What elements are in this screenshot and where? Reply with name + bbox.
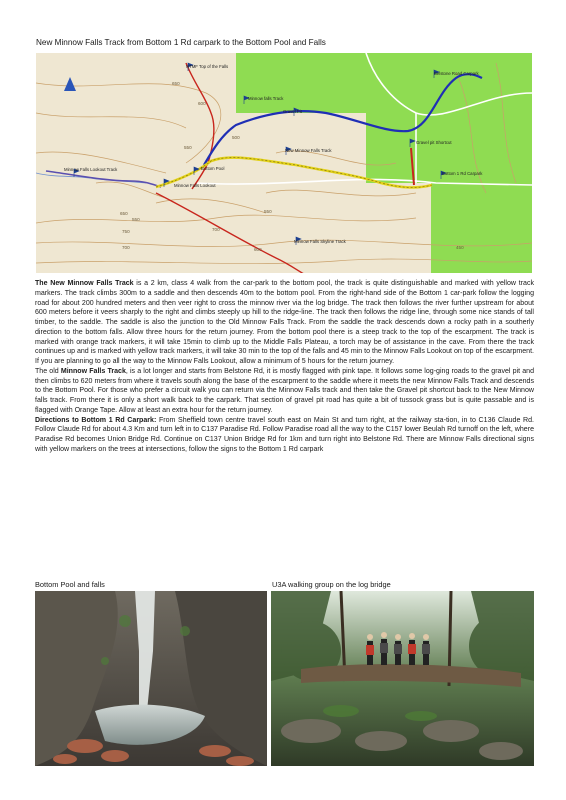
body-text [35,279,534,455]
photo-caption-right: U3A walking group on the log bridge [272,580,391,589]
photo-log-bridge-art [271,591,534,766]
paragraph-lead: The New Minnow Falls Track [35,280,134,287]
paragraph-text: is a 2 km, class 4 walk from the car-park to the bottom pool, the track is quite distinguishable and marked with yellow track markers. The track climbs 300m to a saddle and then descends 40m to the bottom pool. From the right-hand side of the Bottom 1 car-park follow the logging road for about 200 hundred meters and then veer right to cross the minnow river via the log bridge. The track then follows the river further upstream for about 600 meters before it veers sharply to the right and climbs steeply up hill to the ridge-line. The track then follows the ridge line, through some nice stands of tall timber, to the saddle. The saddle is also the junction to the Old Minnow Falls Track. From the saddle the track descends down a rocky path in a southerly direction to the bottom falls. Allow three hours for the return journey. From the bottom pool there is a steep track to the top of the escarpment. The track is marked with orange track markers, it will take 15min to climb up to the Middle Falls Plateau, a torch may be of assistance in the cave. From there the track continues up and is marked with yellow track markers, it will take 30 min to the top of the falls and 45 min to the Minnow Falls Lookout on top of the escarpment. If you are planning to go all the way to the Minnow Falls Lookout, allow a minimum of 5 hours for the return journey. [35,280,534,365]
contour-label: 750 [122,229,130,234]
paragraph-prefix: The old [35,367,61,375]
label-lookout: Minnow Falls Lookout [174,183,216,188]
paragraph-directions [35,416,534,455]
photo-bottom-pool-art [35,591,267,766]
label-new-minnow-falls-track: New Minnow Falls Track [285,148,332,153]
contour-label: 600 [198,101,206,106]
label-bottom-pool: Bottom Pool [201,166,225,171]
paragraph-old-track [35,367,534,416]
label-skyline: Minnow Falls Skyline Track [294,239,346,244]
label-belstone: Belstone Road Carpark [434,71,479,76]
contour-label: 550 [184,145,192,150]
label-gravel-pit-shortcut: Gravel pit Shortcut [416,140,452,145]
contour-label: 650 [172,81,180,86]
contour-label: 550 [132,217,140,222]
contour-label: 550 [264,209,272,214]
trail-map [36,53,532,273]
label-ntmf-top: NTMF Top of the Falls [186,64,229,69]
paragraph-new-track [35,279,534,367]
paragraph-text: , is a lot longer and starts from Belstone Rd, it is mostly flagged with pink tape. It follows some log-ging roads to the gravel pit and then climbs to 620 meters from where it travels south along the base of the escarpment to the saddle where it meets the new Minnow Falls Track and descends to the Bottom Pool. For those who prefer a circuit walk you can return via the Minnow Falls track and then take the Gravel pit shortcut back to the New Minnow falls track. From there it is only a short walk back to the carpark. That section of gravel pit road has quite a bit of tussock grass but is quite passable and is flagged with Orange Tape. Allow at least an extra hour for the return journey. [35,367,534,414]
contour-label: 700 [122,245,130,250]
contour-label: 500 [232,135,240,140]
trail-map-svg [36,53,532,273]
photo-bottom-pool [35,591,267,766]
contour-label: 650 [120,211,128,216]
page-title: New Minnow Falls Track from Bottom 1 Rd carpark to the Bottom Pool and Falls [36,38,326,47]
forest-area-north [236,53,366,113]
label-bottom-1-rd: Bottom 1 Rd Carpark [442,171,483,176]
paragraph-text: From Sheffield town centre travel south east on Main St and turn right, at the railway sta-tion, in to C136 Claude Rd. Follow Claude Rd for about 4.3 Km and turn left in to C137 Paradise Rd. Follow Paradise road all the way to the C157 lower Beulah Rd turnoff on the left, where Paradise Rd becomes Union Bridge Rd. Continue on C137 Union Bridge Rd for 1km and turn right into Belstone Rd. There are Minnow Falls directional signs with yellow markers on the trees at intersections, follow the signs to the Bottom 1 Rd carpark [35,416,534,453]
contour-label: 700 [212,227,220,232]
paragraph-lead: Minnow Falls Track [60,367,126,375]
contour-label: 450 [456,245,464,250]
paragraph-lead: Directions to Bottom 1 Rd Carpark: [35,416,157,424]
photo-caption-left: Bottom Pool and falls [35,580,105,589]
contour-label: 600 [254,247,262,252]
label-minnow-falls-track: Minnow falls Track [248,96,284,101]
label-lookout-track: Minnow Falls Lookout Track [64,167,118,172]
label-gravel-pit: Gravel Pit [283,109,302,114]
photo-log-bridge [271,591,534,766]
